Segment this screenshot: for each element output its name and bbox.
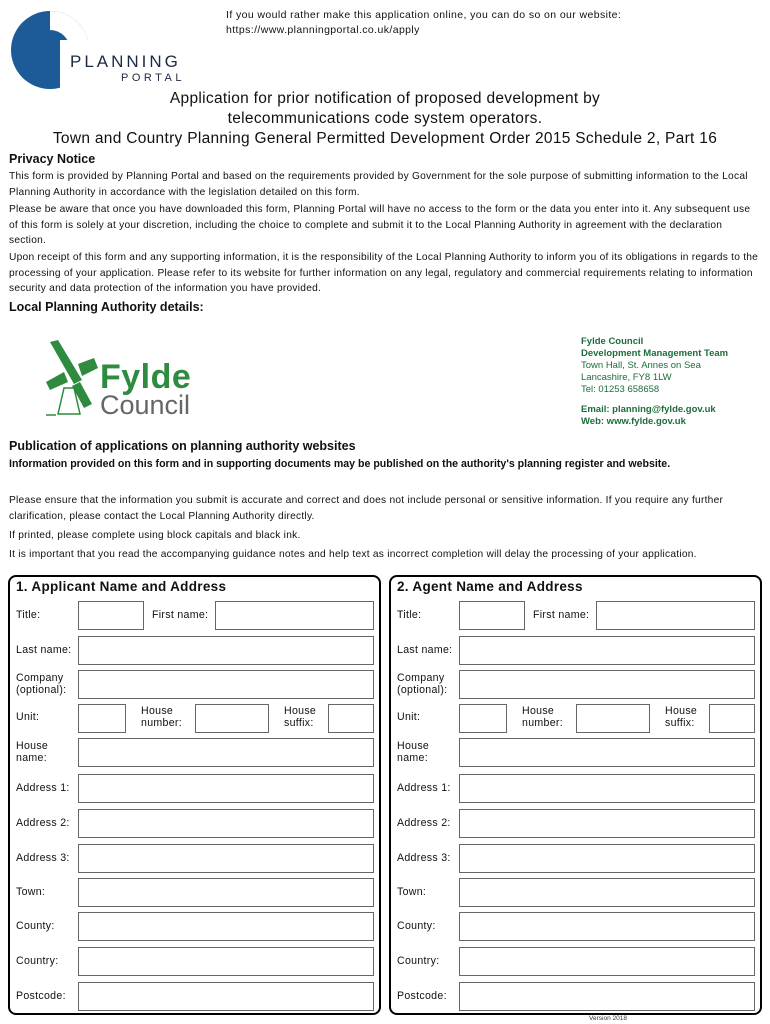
- applicant-title-label: Title:: [16, 609, 41, 621]
- agent-section: [389, 575, 762, 1015]
- applicant-address1-label: Address 1:: [16, 782, 70, 794]
- lpa-address-1: Town Hall, St. Annes on Sea: [581, 360, 701, 371]
- agent-address1-field[interactable]: [459, 774, 755, 803]
- agent-last-name-field[interactable]: [459, 636, 755, 665]
- applicant-address2-field[interactable]: [78, 809, 374, 838]
- applicant-country-label: Country:: [16, 955, 59, 967]
- lpa-contact-block: [581, 336, 728, 428]
- fylde-logo-word: Fylde: [100, 358, 192, 396]
- agent-section-heading: 2. Agent Name and Address: [397, 579, 583, 594]
- online-application-note: [226, 8, 621, 38]
- applicant-county-label: County:: [16, 920, 55, 932]
- applicant-house-name-field[interactable]: [78, 738, 374, 767]
- agent-town-field[interactable]: [459, 878, 755, 907]
- fylde-council-logo: [42, 338, 212, 418]
- applicant-section: [8, 575, 381, 1015]
- agent-country-field[interactable]: [459, 947, 755, 976]
- agent-house-name-label: House name:: [397, 740, 430, 764]
- council-logo-word: Council: [100, 390, 191, 420]
- applicant-county-field[interactable]: [78, 912, 374, 941]
- applicant-postcode-field[interactable]: [78, 982, 374, 1011]
- privacy-paragraph-1: This form is provided by Planning Portal and based on the requirements provided by Government for the sole purpose of submitting information to the Local Planning Authority in accordance with the legislation detailed on this form.: [9, 171, 748, 198]
- applicant-address1-field[interactable]: [78, 774, 374, 803]
- lpa-name: Fylde Council: [581, 336, 644, 347]
- logo-word-planning: PLANNING: [70, 52, 181, 71]
- agent-company-label: Company (optional):: [397, 672, 448, 696]
- applicant-address3-label: Address 3:: [16, 852, 70, 864]
- applicant-section-heading: 1. Applicant Name and Address: [16, 579, 227, 594]
- applicant-house-suffix-field[interactable]: [328, 704, 374, 733]
- lpa-address-2: Lancashire, FY8 1LW: [581, 372, 672, 383]
- applicant-unit-label: Unit:: [16, 711, 40, 723]
- applicant-town-field[interactable]: [78, 878, 374, 907]
- agent-address2-label: Address 2:: [397, 817, 451, 829]
- agent-address1-label: Address 1:: [397, 782, 451, 794]
- applicant-postcode-label: Postcode:: [16, 990, 66, 1002]
- agent-house-suffix-field[interactable]: [709, 704, 755, 733]
- agent-postcode-field[interactable]: [459, 982, 755, 1011]
- planning-portal-logo: [8, 10, 208, 90]
- lpa-telephone: Tel: 01253 658658: [581, 384, 660, 395]
- publication-bold-note: Information provided on this form and in supporting documents may be published on the authority's planning register and website.: [9, 458, 671, 470]
- agent-first-name-field[interactable]: [596, 601, 755, 630]
- form-title-line2: telecommunications code system operators.: [227, 110, 543, 127]
- form-title-line1: Application for prior notification of proposed development by: [169, 90, 601, 107]
- applicant-title-field[interactable]: [78, 601, 144, 630]
- online-note-line1: If you would rather make this application online, you can do so on our website:: [226, 9, 622, 21]
- publication-heading: Publication of applications on planning authority websites: [9, 439, 356, 453]
- applicant-house-number-label: House number:: [141, 705, 182, 729]
- applicant-house-suffix-label: House suffix:: [284, 705, 317, 729]
- agent-postcode-label: Postcode:: [397, 990, 447, 1002]
- lpa-heading: Local Planning Authority details:: [9, 300, 204, 314]
- agent-first-name-label: First name:: [533, 609, 590, 621]
- form-title-line3: Town and Country Planning General Permitted Development Order 2015 Schedule 2, Part 16: [52, 130, 718, 147]
- online-note-url[interactable]: https://www.planningportal.co.uk/apply: [226, 24, 420, 36]
- agent-address3-field[interactable]: [459, 844, 755, 873]
- lpa-email[interactable]: Email: planning@fylde.gov.uk: [581, 404, 716, 415]
- agent-house-suffix-label: House suffix:: [665, 705, 698, 729]
- agent-title-label: Title:: [397, 609, 422, 621]
- applicant-house-number-field[interactable]: [195, 704, 269, 733]
- agent-house-number-field[interactable]: [576, 704, 650, 733]
- lpa-website[interactable]: Web: www.fylde.gov.uk: [581, 416, 686, 427]
- applicant-first-name-field[interactable]: [215, 601, 374, 630]
- agent-address2-field[interactable]: [459, 809, 755, 838]
- planning-portal-logo-mark-icon: [8, 10, 98, 90]
- agent-county-label: County:: [397, 920, 436, 932]
- privacy-paragraph-3: Upon receipt of this form and any supporting information, it is the responsibility of the Local Planning Authority to inform you of its obligations in regards to the processing of your application. Please refer to its website for further information on any legal, regulatory and commercial requirements relating to information security and data protection of the information you have provided.: [9, 252, 759, 294]
- applicant-address3-field[interactable]: [78, 844, 374, 873]
- applicant-unit-field[interactable]: [78, 704, 126, 733]
- agent-title-field[interactable]: [459, 601, 525, 630]
- agent-country-label: Country:: [397, 955, 440, 967]
- logo-word-portal: PORTAL: [121, 72, 185, 84]
- agent-address3-label: Address 3:: [397, 852, 451, 864]
- agent-unit-label: Unit:: [397, 711, 421, 723]
- version-label: Version 2018: [589, 1015, 627, 1022]
- applicant-company-label: Company (optional):: [16, 672, 67, 696]
- agent-house-name-field[interactable]: [459, 738, 755, 767]
- publication-paragraph-accuracy: Please ensure that the information you submit is accurate and correct and does not include personal or sensitive information. If you require any further clarification, please contact the Local Planning Authority directly.: [9, 495, 724, 522]
- applicant-house-name-label: House name:: [16, 740, 49, 764]
- applicant-last-name-label: Last name:: [16, 644, 72, 656]
- agent-house-number-label: House number:: [522, 705, 563, 729]
- applicant-town-label: Town:: [16, 886, 46, 898]
- applicant-country-field[interactable]: [78, 947, 374, 976]
- agent-town-label: Town:: [397, 886, 427, 898]
- agent-last-name-label: Last name:: [397, 644, 453, 656]
- applicant-company-field[interactable]: [78, 670, 374, 699]
- agent-company-field[interactable]: [459, 670, 755, 699]
- applicant-first-name-label: First name:: [152, 609, 209, 621]
- windmill-icon: [42, 338, 102, 418]
- agent-county-field[interactable]: [459, 912, 755, 941]
- publication-paragraph-guidance: It is important that you read the accompanying guidance notes and help text as incorrect completion will delay the processing of your application.: [9, 549, 697, 560]
- publication-paragraph-block-capitals: If printed, please complete using block capitals and black ink.: [9, 530, 301, 541]
- lpa-team: Development Management Team: [581, 348, 729, 359]
- applicant-last-name-field[interactable]: [78, 636, 374, 665]
- privacy-paragraph-2: Please be aware that once you have downloaded this form, Planning Portal will have no access to the form or the data you enter into it. Any subsequent use of this form is solely at your discretion, including the choice to complete and submit it to the Local Planning Authority in agreement with the declaration section.: [9, 204, 751, 246]
- privacy-heading: Privacy Notice: [9, 152, 96, 166]
- applicant-address2-label: Address 2:: [16, 817, 70, 829]
- agent-unit-field[interactable]: [459, 704, 507, 733]
